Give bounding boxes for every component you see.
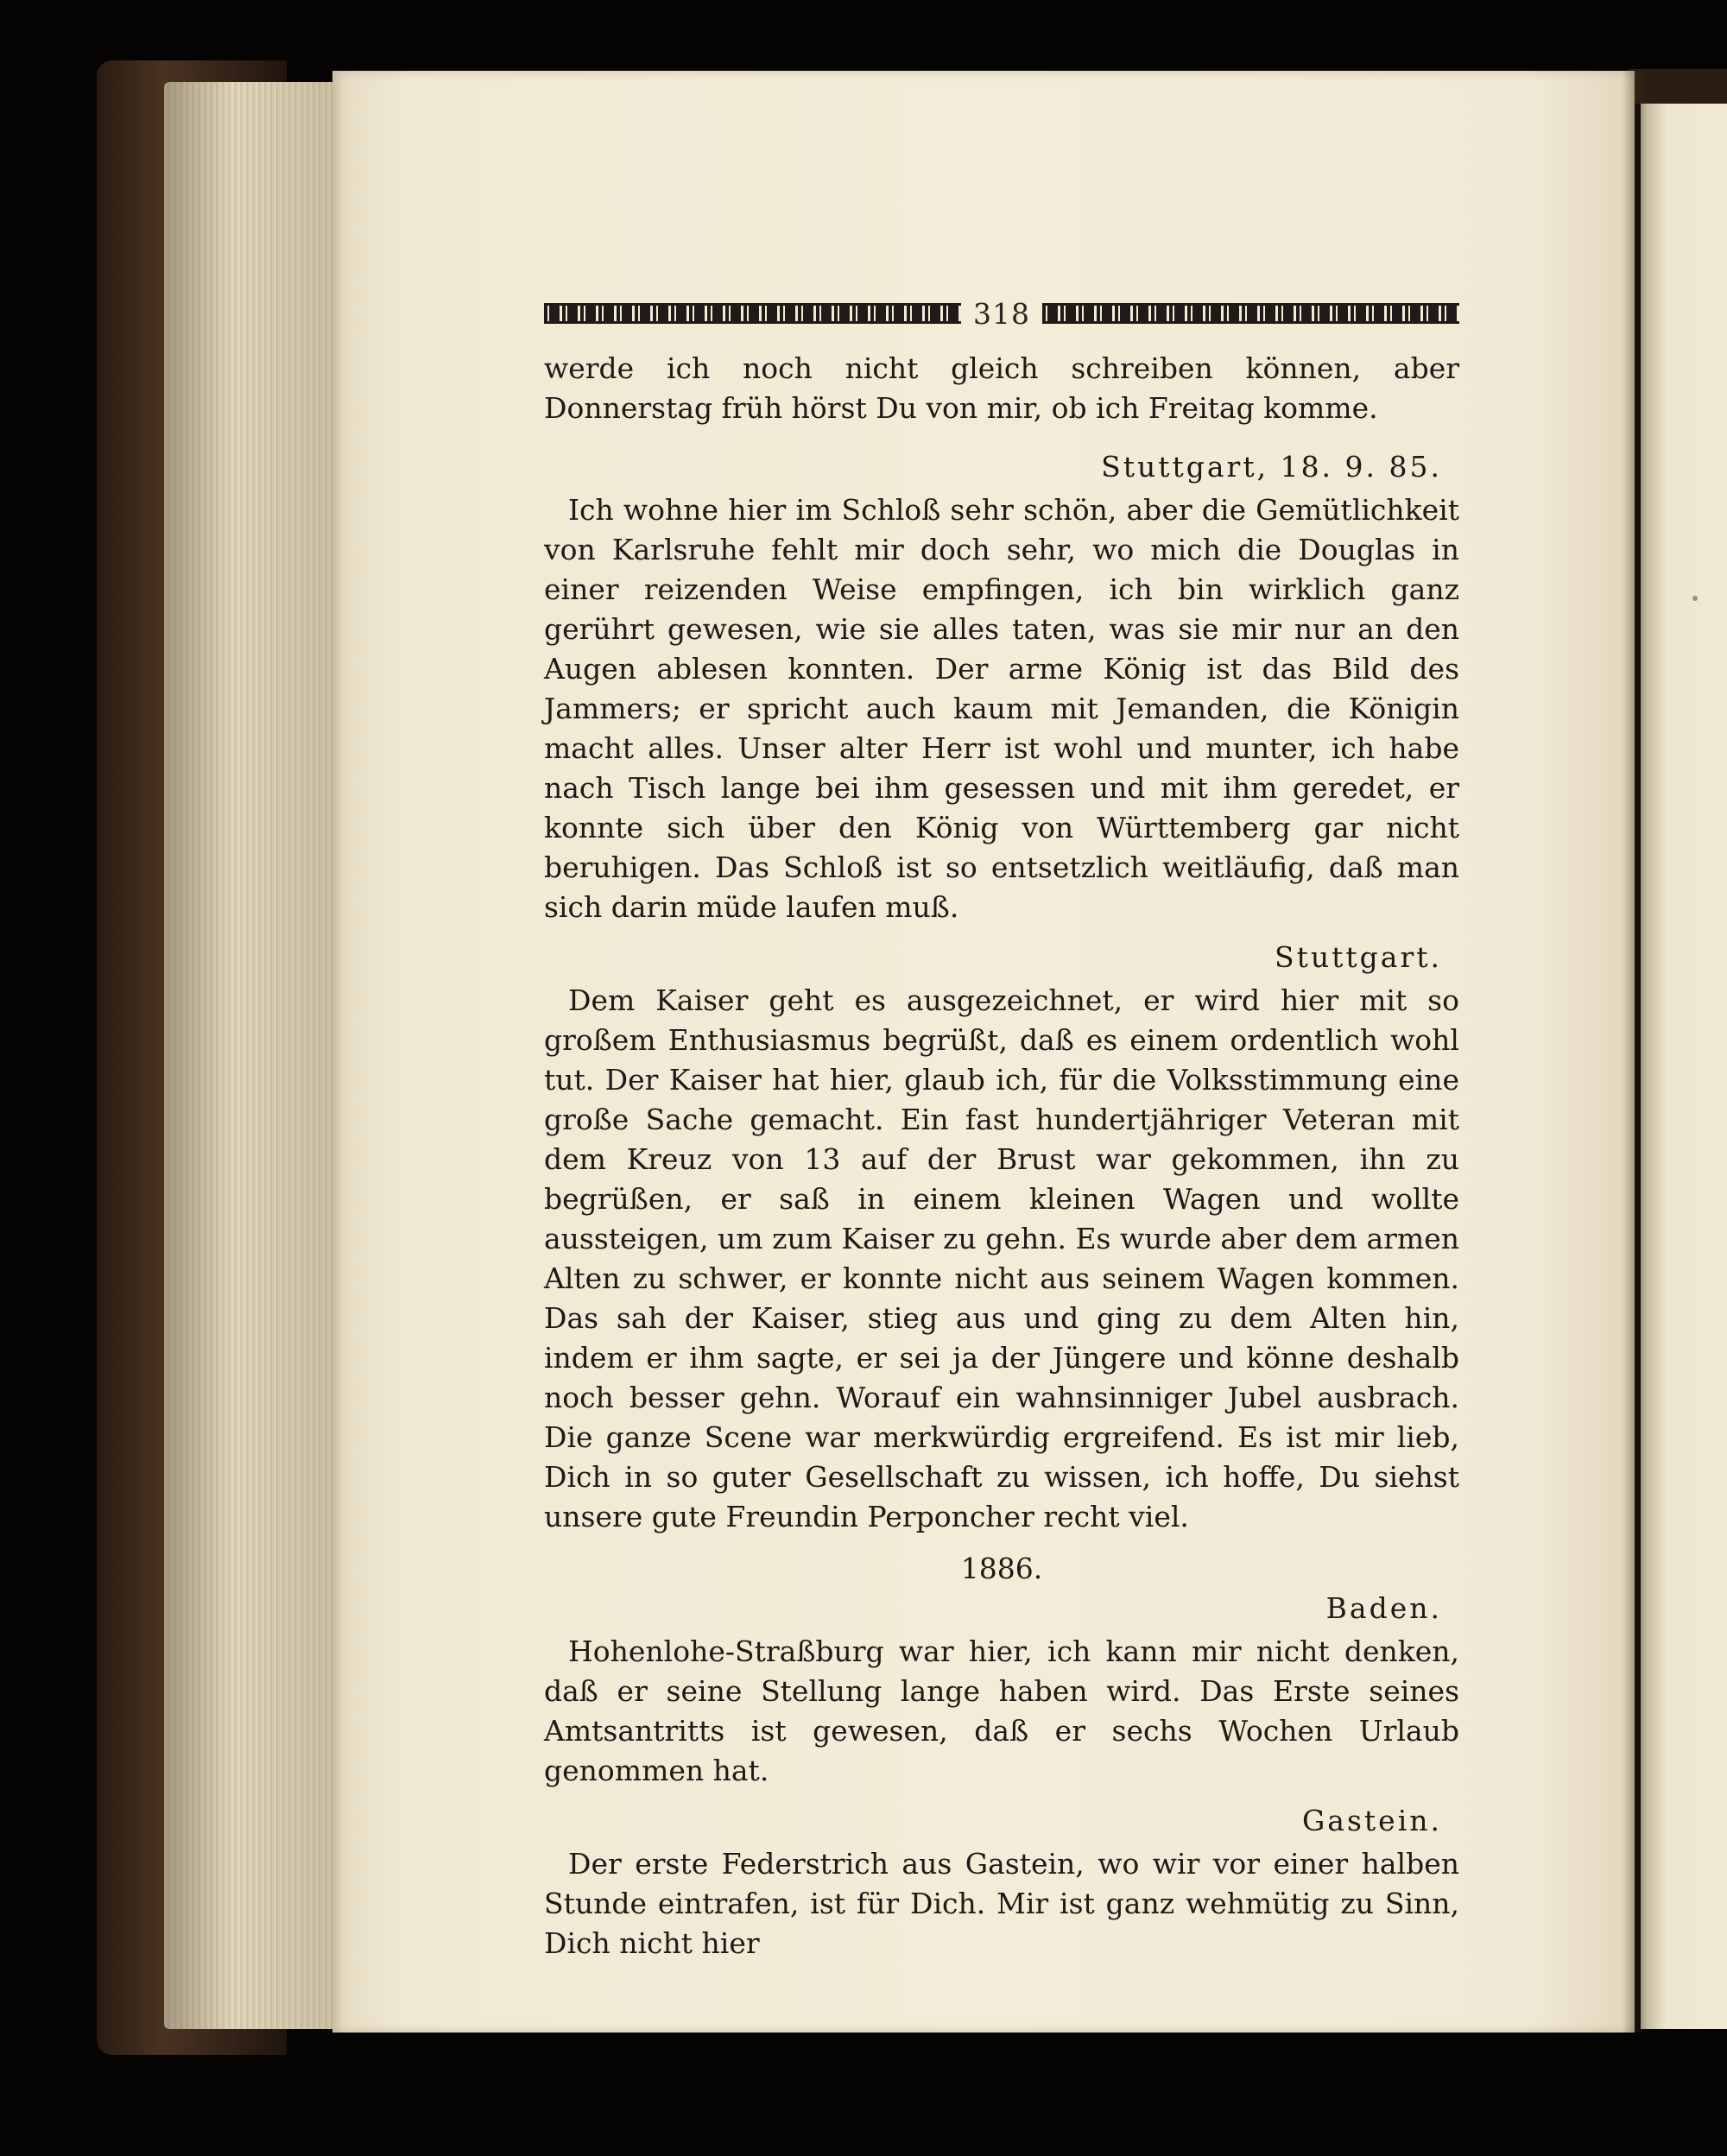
- paragraph-stuttgart-2: Dem Kaiser geht es ausgezeichnet, er wird hier mit so großem Enthusiasmus begrüßt, daß es einem ordentlich wohl tut. Der Kaiser hat hier, glaub ich, für die Volksstimmung eine große Sache gemacht. Ein fast hundertjähriger Veteran mit dem Kreuz von 13 auf der Brust war gekommen, ihn zu begrüßen, er saß in einem kleinen Wagen und wollte aussteigen, um zum Kaiser zu gehn. Es wurde aber dem armen Alten zu schwer, er konnte nicht aus seinem Wagen kommen. Das sah der Kaiser, stieg aus und ging zu dem Alten hin, indem er ihm sagte, er sei ja der Jüngere und könne deshalb noch besser gehn. Worauf ein wahnsinniger Jubel ausbrach. Die ganze Scene war merkwürdig ergreifend. Es ist mir lieb, Dich in so guter Gesellschaft zu wissen, ich hoffe, Du siehst unsere gute Freundin Perponcher recht viel.: [544, 983, 1459, 1533]
- place-heading: Stuttgart.: [1275, 940, 1442, 974]
- place-heading-baden: Baden.: [1325, 1591, 1442, 1625]
- page-edges: [164, 82, 337, 2029]
- year-heading: 1886.: [960, 1552, 1043, 1585]
- paragraph-gastein: Der erste Federstrich aus Gastein, wo wir vor einer halben Stunde eintrafen, ist für Dich. Mir ist ganz wehmütig zu Sinn, Dich nicht hier: [544, 1847, 1459, 1960]
- page-number: 318: [973, 296, 1030, 331]
- paragraph-stuttgart-1: Ich wohne hier im Schloß sehr schön, aber die Gemütlichkeit von Karlsruhe fehlt mir doch sehr, wo mich die Douglas in einer reizenden Weise empfingen, ich bin wirklich ganz gerührt gewesen, wie sie alles taten, was sie mir nur an den Augen ablesen konnten. Der arme König ist das Bild des Jammers; er spricht auch kaum mit Jemanden, die Königin macht alles. Unser alter Herr ist wohl und munter, ich habe nach Tisch lange bei ihm gesessen und mit ihm geredet, er konnte sich über den König von Württemberg gar nicht beruhigen. Das Schloß ist so entsetzlich weitläufig, daß man sich darin müde laufen muß.: [544, 493, 1459, 924]
- paragraph-baden: Hohenlohe-Straßburg war hier, ich kann mir nicht denken, daß er seine Stellung lange haben wird. Das Erste seines Amtsantritts ist gewesen, daß er sechs Wochen Urlaub genommen hat.: [544, 1634, 1459, 1787]
- place-date-heading: Stuttgart, 18. 9. 85.: [1101, 450, 1442, 484]
- facing-page-edge: [1641, 104, 1727, 2029]
- page-mark: [1692, 596, 1698, 601]
- ornament-left: [544, 303, 961, 324]
- running-header: [544, 294, 1459, 333]
- gutter-shadow: [1622, 71, 1648, 2033]
- body-text: [544, 349, 1459, 1963]
- ornament-right: [1042, 303, 1459, 324]
- place-heading-gastein: Gastein.: [1301, 1804, 1442, 1837]
- paragraph-continuation: werde ich noch nicht gleich schreiben können, aber Donnerstag früh hörst Du von mir, ob ich Freitag komme.: [544, 351, 1459, 425]
